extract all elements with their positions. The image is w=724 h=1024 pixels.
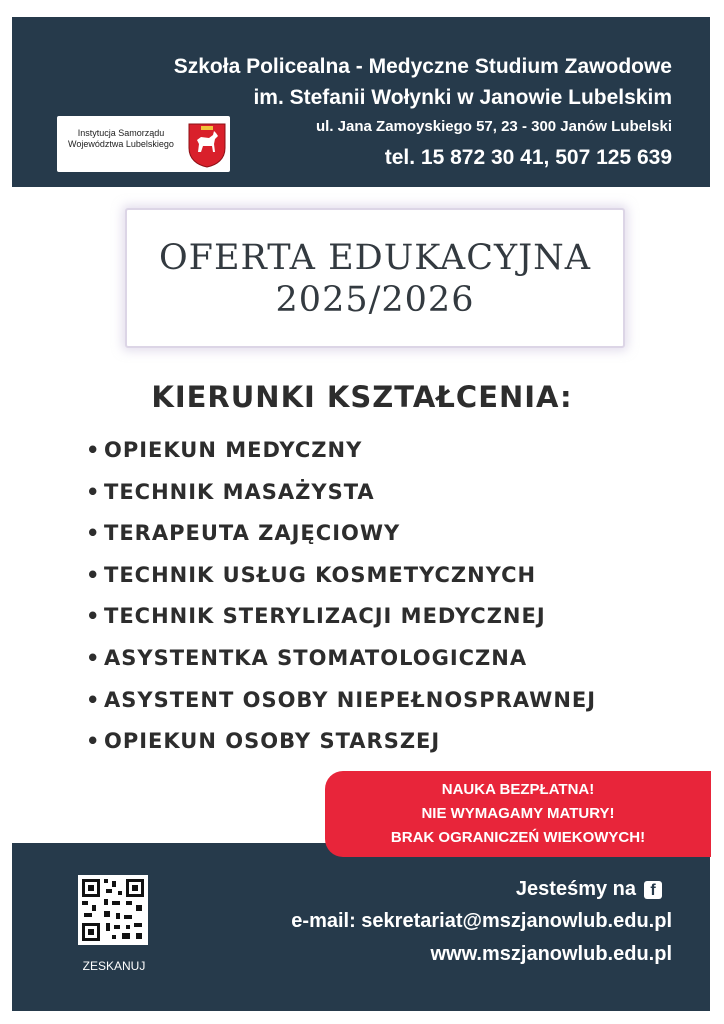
course-item (86, 681, 596, 723)
courses-heading: KIERUNKI KSZTAŁCENIA: (151, 380, 573, 414)
qr-scan-label: ZESKANUJ (82, 959, 146, 973)
logo-text (62, 128, 180, 150)
bullet-icon: • (86, 521, 101, 546)
highlights-badge (325, 771, 711, 857)
course-item (86, 722, 596, 764)
offer-title: OFERTA EDUKACYJNA (158, 238, 592, 278)
logo-text-line1: Instytucja Samorządu (77, 128, 165, 138)
course-label: TERAPEUTA ZAJĘCIOWY (104, 521, 401, 546)
course-label: TECHNIK USŁUG KOSMETYCZNYCH (104, 562, 537, 587)
course-label: OPIEKUN OSOBY STARSZEJ (104, 729, 441, 754)
bullet-icon: • (86, 562, 101, 587)
offer-title-frame (125, 208, 625, 348)
bullet-icon: • (86, 729, 101, 754)
course-item (86, 514, 596, 556)
bullet-icon: • (86, 479, 101, 504)
facebook-text: Jesteśmy na (515, 878, 636, 900)
school-name-line2: im. Stefanii Wołynki w Janowie Lubelskim (253, 86, 672, 109)
bullet-icon: • (86, 687, 101, 712)
facebook-icon[interactable]: f (644, 881, 662, 899)
course-list (86, 431, 596, 764)
highlight-no-matura: NIE WYMAGAMY MATURY! (421, 805, 615, 822)
course-item (86, 473, 596, 515)
course-label: ASYSTENTKA STOMATOLOGICZNA (104, 645, 528, 670)
school-address: ul. Jana Zamoyskiego 57, 23 - 300 Janów Lubelski (316, 118, 672, 135)
institution-logo (57, 116, 230, 172)
course-label: TECHNIK STERYLIZACJI MEDYCZNEJ (104, 604, 546, 629)
logo-text-line2: Województwa Lubelskiego (68, 139, 174, 149)
school-name-line1: Szkoła Policealna - Medyczne Studium Zawodowe (173, 55, 672, 78)
footer-banner (12, 843, 710, 1011)
course-item (86, 556, 596, 598)
course-item (86, 431, 596, 473)
email-link[interactable]: e-mail: sekretariat@mszjanowlub.edu.pl (291, 910, 672, 932)
facebook-line[interactable] (516, 878, 662, 901)
bullet-icon: • (86, 604, 101, 629)
course-label: ASYSTENT OSOBY NIEPEŁNOSPRAWNEJ (104, 687, 597, 712)
school-phone: tel. 15 872 30 41, 507 125 639 (384, 146, 672, 169)
bullet-icon: • (86, 645, 101, 670)
offer-year: 2025/2026 (275, 280, 475, 320)
bullet-icon: • (86, 438, 101, 462)
lublin-goat-coat-of-arms-icon (187, 122, 227, 168)
highlight-free: NAUKA BEZPŁATNA! (441, 781, 595, 798)
course-item (86, 639, 596, 681)
course-label: TECHNIK MASAŻYSTA (104, 479, 375, 504)
qr-code-icon[interactable] (78, 875, 148, 945)
highlight-no-age-limit: BRAK OGRANICZEŃ WIEKOWYCH! (390, 829, 646, 846)
course-label: OPIEKUN MEDYCZNY (104, 438, 363, 462)
website-link[interactable]: www.mszjanowlub.edu.pl (430, 943, 672, 965)
course-item (86, 597, 596, 639)
header-banner (12, 17, 710, 187)
